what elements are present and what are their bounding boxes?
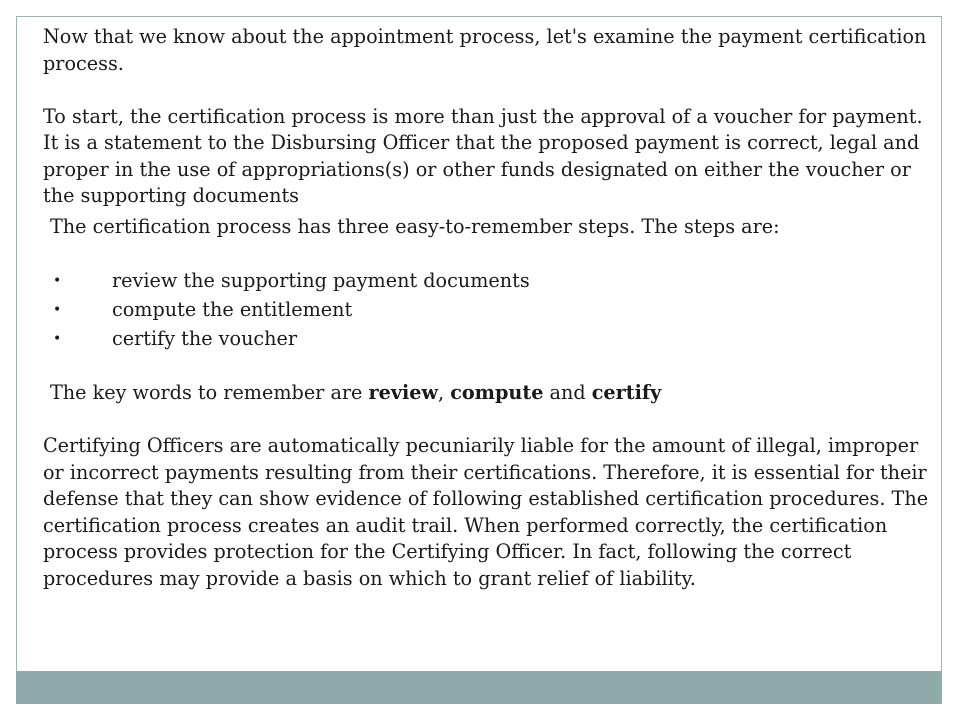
steps-list [43,267,933,354]
key-words-separator: , [438,381,451,404]
key-word-compute: compute [450,381,544,404]
list-item [50,267,933,296]
key-words-separator: and [543,381,592,404]
step-label: review the supporting payment documents [112,268,530,292]
steps-intro: The certification process has three easy-to-remember steps. The steps are: [50,214,780,238]
list-item [50,325,933,354]
definition-paragraph: To start, the certification process is more than just the approval of a voucher for payment. It is a statement to the Disbursing Officer that the proposed payment is correct, legal and proper in the use of appropriations(s) or other funds designated on either the voucher or the supporting documents [43,104,923,207]
liability-paragraph: Certifying Officers are automatically pecuniarily liable for the amount of illegal, improper or incorrect payments resulting from their certifications. Therefore, it is essential for their defense that they can show evidence of following established certification procedures. The certification process creates an audit trail. When performed correctly, the certification process provides protection for the Certifying Officer. In fact, following the correct procedures may provide a basis on which to grant relief of liability. [43,434,929,590]
step-label: certify the voucher [112,326,298,350]
key-words-line [43,380,933,407]
footer-bar [16,671,942,704]
bullet-icon: • [53,301,62,318]
list-item [50,296,933,325]
key-words-prefix: The key words to remember are [50,381,369,404]
key-word-review: review [368,381,438,404]
bullet-icon: • [53,272,62,289]
slide-content [43,24,933,592]
bullet-icon: • [53,330,62,347]
intro-paragraph: Now that we know about the appointment process, let's examine the payment certification process. [43,25,927,75]
step-label: compute the entitlement [112,297,353,321]
key-word-certify: certify [591,381,662,404]
